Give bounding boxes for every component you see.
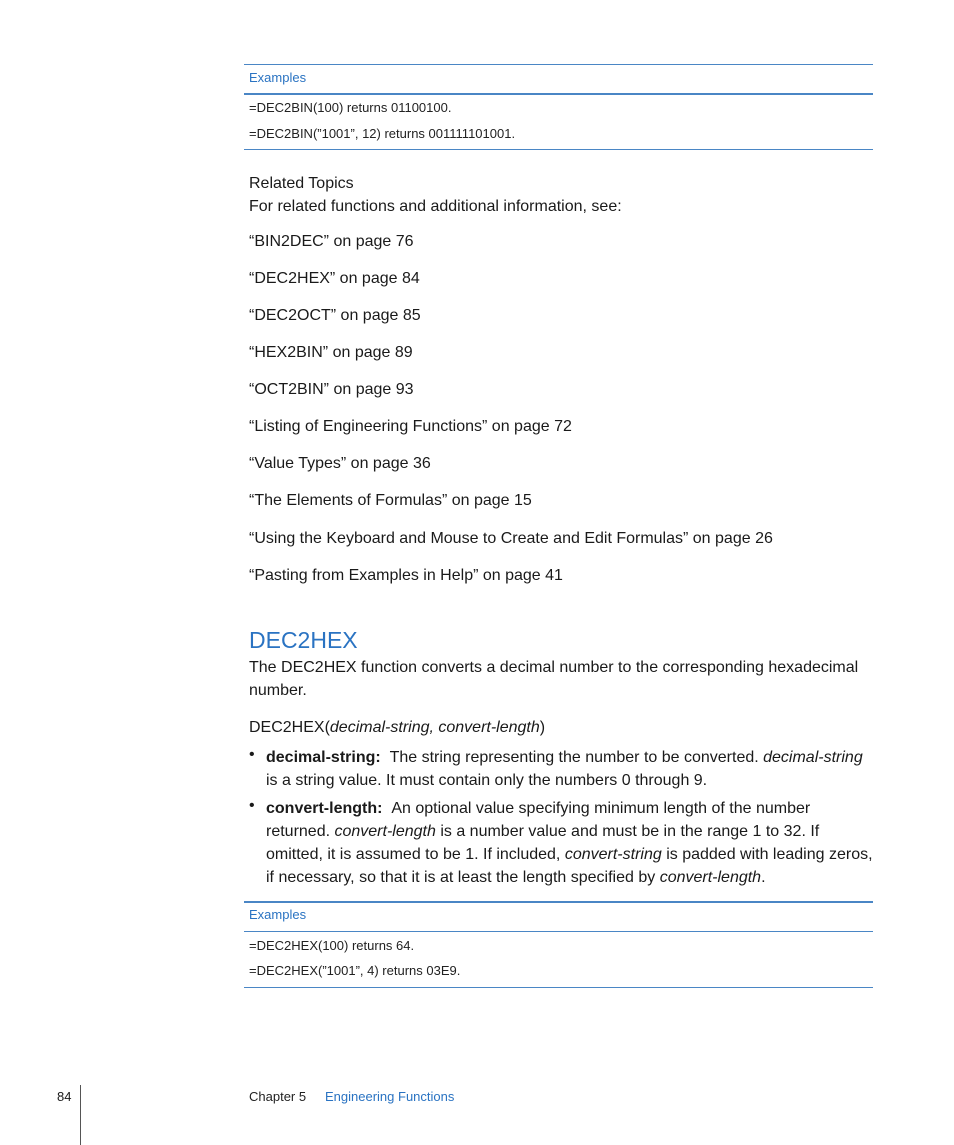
argument-name: convert-length: (266, 800, 383, 817)
related-topic-link[interactable]: “Listing of Engineering Functions” on page 72 (249, 418, 572, 435)
argument-text: is a string value. It must contain only the numbers 0 through 9. (266, 772, 708, 789)
related-topic-link[interactable]: “The Elements of Formulas” on page 15 (249, 492, 532, 509)
syntax-function-name: DEC2HEX (249, 719, 325, 736)
bullet-icon: • (249, 797, 255, 814)
divider (244, 901, 873, 903)
argument-italic: convert-length (334, 823, 436, 840)
related-topic-link[interactable]: “HEX2BIN” on page 89 (249, 344, 413, 361)
related-topics-intro: For related functions and additional information, see: (249, 198, 622, 215)
argument-text: An optional value specifying minimum length of the number returned. (266, 800, 811, 840)
example-line: =DEC2BIN(”1001”, 12) returns 001111101001. (249, 126, 516, 141)
argument-text: The string representing the number to be converted. (389, 749, 764, 766)
related-topic-link[interactable]: “OCT2BIN” on page 93 (249, 381, 414, 398)
divider (244, 93, 873, 95)
argument-name: decimal-string: (266, 749, 381, 766)
examples-heading: Examples (249, 70, 307, 85)
footer-chapter-name[interactable]: Engineering Functions (325, 1089, 455, 1104)
footer-divider (80, 1085, 81, 1145)
divider (244, 149, 873, 150)
syntax-arguments: decimal-string, convert-length (329, 719, 540, 736)
related-topic-link[interactable]: “BIN2DEC” on page 76 (249, 233, 414, 250)
syntax-line (249, 716, 545, 739)
section-title: DEC2HEX (249, 627, 358, 653)
related-topic-link[interactable]: “Value Types” on page 36 (249, 455, 431, 472)
related-topic-link[interactable]: “Pasting from Examples in Help” on page 41 (249, 567, 563, 584)
examples-box-dec2bin (244, 64, 873, 150)
related-topic-link[interactable]: “DEC2HEX” on page 84 (249, 270, 420, 287)
example-line: =DEC2BIN(100) returns 01100100. (249, 100, 452, 115)
examples-box-dec2hex (244, 901, 873, 988)
syntax-open-paren: ( (324, 719, 330, 736)
example-line: =DEC2HEX(100) returns 64. (249, 938, 415, 953)
related-topic-link[interactable]: “Using the Keyboard and Mouse to Create and Edit Formulas” on page 26 (249, 530, 773, 547)
divider (244, 64, 873, 65)
section-description: The DEC2HEX function converts a decimal number to the corresponding hexadecimal number. (249, 659, 859, 699)
argument-decimal-string (266, 746, 876, 792)
bullet-icon: • (249, 746, 255, 763)
argument-text: . (761, 869, 766, 886)
syntax-close-paren: ) (539, 719, 546, 736)
argument-text: is padded with leading zeros, if necessary, so that it is at least the length specified by (266, 846, 873, 886)
examples-heading: Examples (249, 907, 307, 922)
divider (244, 931, 873, 932)
argument-italic: decimal-string (763, 749, 863, 766)
related-topics-heading: Related Topics (249, 175, 354, 192)
argument-text: is a number value and must be in the range 1 to 32. If omitted, it is assumed to be 1. If included, (266, 823, 820, 863)
argument-italic: convert-string (564, 846, 662, 863)
footer-chapter: Chapter 5 (249, 1089, 307, 1104)
example-line: =DEC2HEX(”1001”, 4) returns 03E9. (249, 963, 461, 978)
argument-italic: convert-length (659, 869, 762, 886)
argument-convert-length (266, 797, 876, 889)
divider (244, 987, 873, 988)
page-number: 84 (57, 1089, 72, 1104)
related-topic-link[interactable]: “DEC2OCT” on page 85 (249, 307, 421, 324)
